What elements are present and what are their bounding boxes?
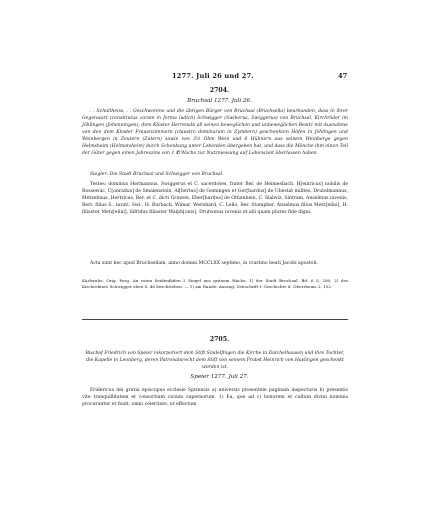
seals-2704: Siegler: Die Stadt Bruchsal und Schwigger von Bruchsal. [90,172,224,177]
place-date-2705: Speier 1277. Juli 27. [190,374,249,380]
place-date-2704: Bruchsal 1277. Juli 26. [187,98,252,104]
section-divider [82,319,348,320]
dating-clause-2704: Acta sunt hec apud Bruchsellam, anno domini MCCLXX septimo, in crastino beati Jacobi apostoli. [90,261,318,266]
document-number-2705: 2705. [209,336,230,343]
document-number-2704: 2704. [209,87,230,94]
footnotes-2704: Karlsruhe. Orig. Perg. An roten Seidenfäden 2 Siegel aus grünem Wachs: 1) der Stadt Bruchsal, Bd. 6 S. 280, 2) des Kirchrektors Schwigger oben S. 46 beschrieben. — 1) am Rande: Auszug: Zeitschrift f. Geschichte d. Oberrheins 2, 102. [82,278,348,290]
witnesses-2704: Testes: dominus Hermannus, Swiggerus et C. sacerdotes, frater Ber. de Heimesbach, H[einricus] nobilis de Rossewác, C[onradus] de Smalenstein, Al[bertus] de Gemingen et Ger[hardus] de Ubestat milites, Drutelmannus, Metzelinus, Hertricus, Ber. et C. dicti Grawen, Eber[hardus] de Othenbein, C. Slalwiz, Sintram, Anselmus iuvenis, Bert. filius S., iurati, Swi., H. Burbach, Wimar, Wernhard, C. Lello, Ber. Stampher, Anselmus filius Metz[elini], H. filiaster Metz[elini], Sifridus filiaster Walph[onis], Drutwinus iuvenis et alii quam plures fide digni. [82,182,348,215]
running-header: 1277. Juli 26 und 27. [172,72,254,80]
regest-2705: Bischof Friedrich von Speier inkorporiert dem Stift Sindelfingen die Kirche in Dalchelhausen und ihre Tochter, die Kapelle in Leonberg, deren Patronatsrecht dem Stift von seinem Probst Heinrich von Haslingen geschenkt worden ist. [85,351,345,370]
page-number: 47 [338,72,348,80]
text-2705: Fridericus dei gratia episcopus ecclesie Spirensis a) universis presentem paginam inspecturis b) presentis vite tranquillitatem et consortium civium supernorum. 1) Ea, que ad c) honorem et cultum divini nominis procurantur et fiunt, omni celeritate, ut effectum [82,388,348,407]
regest-2704: . . Schultheiss, . . Geschworene und die übrigen Bürger von Bruchsal (Bruchsella) beurkunden, dass in ihrer Gegenwart (constitutus coram in forma iudicii) Schwigger (Swikerus, Swiggerus) von Bruchsal, Kirchröder im Jöhlingen (Johenningen), dem Kloster Herrenalb all seinen beweglichen und unbeweglichen Besitz mit Ausnahme von den dem Kloster Frauenzimmern (claustro dominarum in Zymbern) geschenkten Höfen in Jöhlingen und Weinbergen in Zeutern (Zutern) sowie von 3½ Ohm Wein und 6 Hühnern aus seinem Weinberge gegen Helmsheim (Helmotsheim) durch Schenkung unter Lebenden übergeben hat, und dass die Mönche ihm einen Teil der Güter gegen einen Jahreszins von 1 ℔ Wachs zur Nutzniessung auf Lebenszeit überlassen haben. [82,109,348,156]
